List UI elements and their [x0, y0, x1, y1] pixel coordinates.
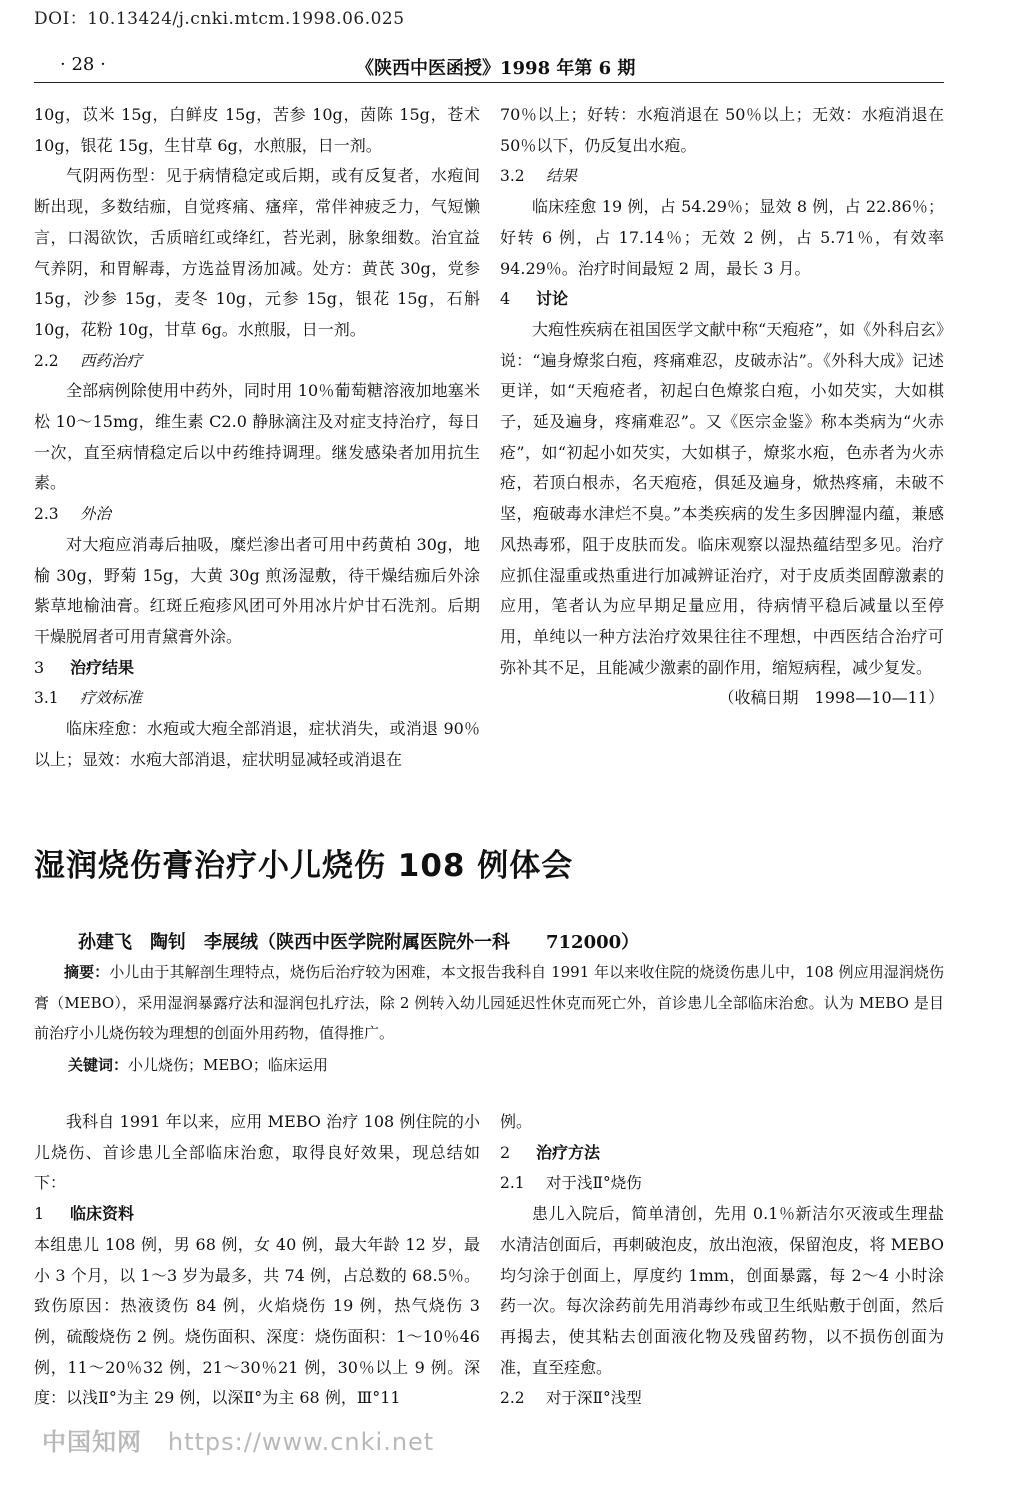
abstract: [34, 957, 944, 1049]
section-number: 2.2: [500, 1389, 525, 1408]
keywords-label: 关键词：: [68, 1056, 129, 1074]
article-title: 湿润烧伤膏治疗小儿烧伤 108 例体会: [34, 848, 574, 884]
subsection-heading: [34, 346, 480, 377]
section-title: 结果: [546, 167, 578, 186]
subsection-heading: [500, 1168, 944, 1199]
paragraph: 70％以上；好转：水疱消退在 50％以上；无效：水疱消退在 50％以下，仍反复出水疱。: [500, 105, 944, 155]
paragraph: 临床痊愈：水疱或大疱全部消退，症状消失，或消退 90％以上；显效：水疱大部消退，症状明显减轻或消退在: [34, 719, 480, 769]
section-number: 2: [500, 1142, 511, 1162]
section-number: 2.3: [34, 505, 59, 524]
section-title: 讨论: [536, 289, 569, 309]
paragraph: 患儿入院后，简单清创，先用 0.1％新洁尔灭液或生理盐水清洁创面后，再刺破泡皮，放出泡液，保留泡皮，将 MEBO 均匀涂于创面上，厚度约 1mm，创面暴露，每 2～4 小时涂药一次。每次涂药前先用消毒纱布或卫生纸贴敷于创面，然后再揭去，使其粘去创面液化物及残留药物，以不损伤创面为准，直至痊愈。: [500, 1204, 944, 1377]
article-authors: 孙建飞 陶钊 李展绒（陕西中医学院附属医院外一科 712000）: [78, 932, 640, 953]
section-number: 3.1: [34, 689, 59, 708]
section-heading: [34, 653, 480, 684]
column-right-upper: [500, 100, 944, 714]
paragraph: 全部病例除使用中药外，同时用 10％葡萄糖溶液加地塞米松 10～15mg，维生素 C2.0 静脉滴注及对症支持治疗，每日一次，直至病情稳定后以中药维持调理。继发感染者加用抗生素。: [34, 381, 480, 493]
section-number: 2.1: [500, 1174, 525, 1193]
section-title: 疗效标准: [80, 689, 143, 708]
section-title: 对于浅Ⅱ°烧伤: [546, 1174, 642, 1193]
section-title: 治疗方法: [536, 1142, 601, 1162]
paragraph: 我科自 1991 年以来，应用 MEBO 治疗 108 例住院的小儿烧伤、首诊患儿全部临床治愈，取得良好效果，现总结如下：: [34, 1112, 480, 1193]
subsection-heading: [34, 499, 480, 530]
section-number: 2.2: [34, 351, 59, 370]
doi-line: DOI：10.13424/j.cnki.mtcm.1998.06.025: [34, 9, 405, 29]
abstract-text: 小儿由于其解剖生理特点，烧伤后治疗较为困难，本文报告我科自 1991 年以来收住院的烧烫伤患儿中，108 例应用湿润烧伤膏（MEBO），采用湿润暴露疗法和湿润包扎疗法，除 2 例转入幼儿园延迟性休克而死亡外，首诊患儿全部临床治愈。认为 MEBO 是目前治疗小儿烧伤较为理想的创面外用药物，值得推广。: [34, 963, 944, 1042]
paragraph: 例。: [500, 1112, 533, 1131]
watermark-brand: 中国知网: [42, 1428, 142, 1456]
keywords: [68, 1050, 328, 1080]
running-header: [34, 52, 944, 83]
section-title: 治疗结果: [70, 657, 135, 677]
section-heading: [500, 284, 944, 315]
section-heading: [34, 1199, 480, 1230]
column-left-upper: [34, 100, 480, 775]
subsection-heading: [500, 1383, 944, 1414]
section-number: 3.2: [500, 167, 525, 186]
paragraph: 临床痊愈 19 例，占 54.29％；显效 8 例，占 22.86％；好转 6 例，占 17.14％；无效 2 例，占 5.71％，有效率 94.29％。治疗时间最短 2 周，最长 3 月。: [500, 197, 944, 278]
paragraph: 大疱性疾病在祖国医学文献中称“天疱疮”，如《外科启玄》说：“遍身燎浆白疱，疼痛难忍，皮破赤沾”。《外科大成》记述更详，如“天疱疮者，初起白色燎浆白疱，小如芡实，大如棋子，延及遍身，疼痛难忍”。又《医宗金鉴》称本类病为“火赤疮”，如“初起小如芡实，大如棋子，燎浆水疱，色赤者为火赤疮，若顶白根赤，名天疱疮，俱延及遍身，焮热疼痛，未破不坚，疱破毒水津烂不臭。”本类疾病的发生多因脾湿内蕴，兼感风热毒邪，阻于皮肤而发。临床观察以湿热蕴结型多见。治疗应抓住湿重或热重进行加减辨证治疗，对于皮质类固醇激素的应用，笔者认为应早期足量应用，待病情平稳后减量以至停用，单纯以一种方法治疗效果往往不理想，中西医结合治疗可弥补其不足，且能减少激素的副作用，缩短病程，减少复发。: [500, 319, 944, 677]
section-heading: [500, 1138, 944, 1169]
column-right-lower: [500, 1107, 944, 1414]
paragraph: 对大疱应消毒后抽吸，糜烂渗出者可用中药黄柏 30g，地榆 30g，野菊 15g，大黄 30g 煎汤湿敷，待干燥结痂后外涂紫草地榆油膏。红斑丘疱疹风团可外用冰片炉甘石洗剂。后期干燥脱屑者可用青黛膏外涂。: [34, 534, 480, 646]
section-title: 对于深Ⅱ°浅型: [546, 1389, 642, 1408]
section-title: 外治: [80, 505, 112, 524]
section-title: 临床资料: [70, 1204, 135, 1224]
cnki-watermark: [42, 1422, 434, 1457]
section-number: 4: [500, 289, 511, 309]
keywords-text: 小儿烧伤；MEBO；临床运用: [128, 1056, 328, 1074]
paragraph: 本组患儿 108 例，男 68 例，女 40 例，最大年龄 12 岁，最小 3 个月，以 1～3 岁为最多，共 74 例，占总数的 68.5％。致伤原因：热液烫伤 84 例，火焰烧伤 19 例，热气烧伤 3 例，硫酸烧伤 2 例。烧伤面积、深度：烧伤面积：1～10％46 例，11～20％32 例，21～30％21 例，30％以上 9 例。深度：以浅Ⅱ°为主 29 例，以深Ⅱ°为主 68 例，Ⅲ°11: [34, 1234, 480, 1408]
column-left-lower: [34, 1107, 480, 1414]
abstract-label: 摘要：: [64, 963, 110, 981]
received-date: （收稿日期 1998—10—11）: [718, 688, 944, 708]
subsection-heading: [34, 683, 480, 714]
section-number: 3: [34, 657, 45, 677]
journal-name: 《陕西中医函授》1998 年第 6 期: [356, 58, 636, 79]
page-number: · 28 ·: [60, 54, 106, 75]
section-title: 西药治疗: [80, 351, 143, 370]
paragraph: 气阴两伤型：见于病情稳定或后期，或有反复者，水疱间断出现，多数结痂，自觉疼痛、瘙痒，常伴神疲乏力，气短懒言，口渴欲饮，舌质暗红或绛红，苔光剥，脉象细数。治宜益气养阴，和胃解毒，方选益胃汤加减。处方：黄芪 30g，党参 15g，沙参 15g，麦冬 10g，元参 15g，银花 15g，石斛 10g，花粉 10g，甘草 6g。水煎服，日一剂。: [34, 166, 480, 339]
watermark-url: https://www.cnki.net: [167, 1428, 435, 1456]
subsection-heading: [500, 161, 944, 192]
section-number: 1: [34, 1204, 45, 1224]
paragraph: 10g，苡米 15g，白鲜皮 15g，苦参 10g，茵陈 15g，苍术 10g，银花 15g，生甘草 6g，水煎服，日一剂。: [34, 105, 480, 155]
